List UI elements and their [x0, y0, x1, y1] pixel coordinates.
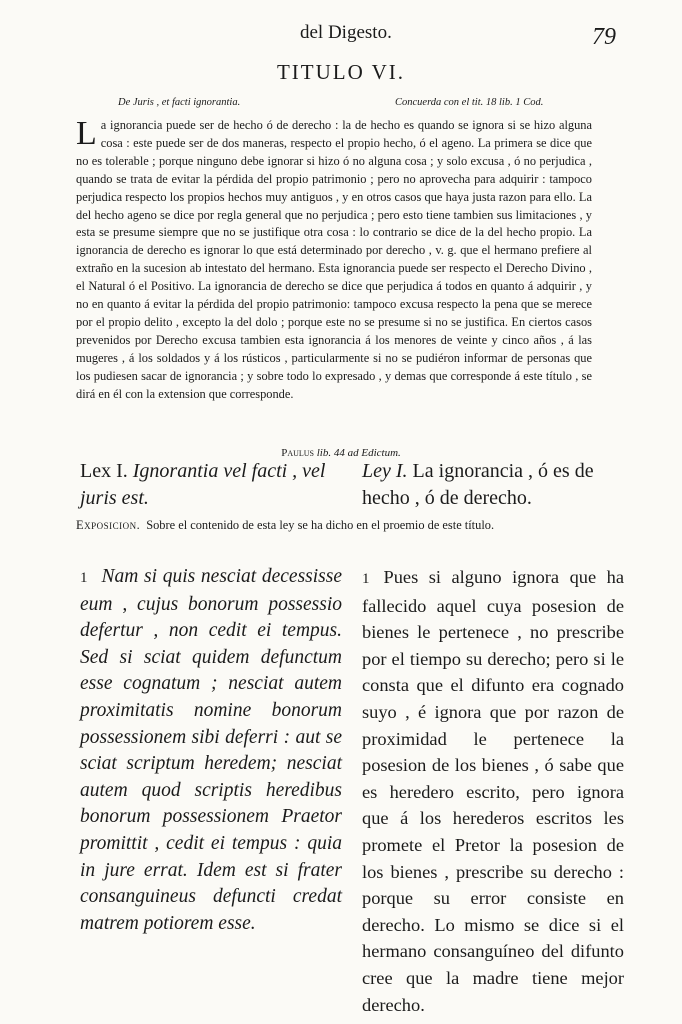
exposition-text: Sobre el contenido de esta ley se ha dicho en el proemio de este título. [146, 518, 495, 532]
latin-law-heading [80, 458, 348, 512]
spanish-paragraph-number: 1 [362, 571, 370, 587]
running-title: del Digesto. [300, 22, 392, 43]
intro-text: a ignorancia puede ser de hecho ó de derecho : la de hecho es quando se ignora si se hizo alguna cosa : este puede ser de dos maneras, respecto el propio hecho, ó el ageno. La primera se dice que no es tolerable ; porque ninguno debe ignorar si hizo ó no alguna cosa ; y solo excusa , ó no perjudica , quando se trata de evitar la pérdida del propio patrimonio ; pero no aprovecha para adquirir : tampoco perjudica respecto los propios hechos muy antiguos , y en otros casos que haya justa razon para ello. La del hecho ageno se dice por regla general que no perjudica ; pero esto tiene tambien sus limitaciones , y esta se presume siempre que no se justifique otra cosa : lo contrario se dice de la del hecho propio. La ignorancia de derecho es ignorar lo que está determinado por derecho , v. g. que el hermano prefiere al extraño en la sucesion ab intestato del hermano. Esta ignorancia puede ser respecto el Derecho Divino , el Natural ó el Positivo. La ignorancia de derecho se dice que perjudica á todos en quanto á adquirir , y no en quanto á evitar la pérdida del propio patrimonio: tampoco excusa respecto la pena que se merece por el propio delito , excepto la del dolo ; porque este no se presume si no se justifica. En ciertos casos prevenidos por Derecho excusa tambien esta ignorancia á los menores de veinte y cinco años , á las mugeres , á los soldados y á los rústicos , particularmente si no se pudiéron informar de personas que los pudiesen sacar de ignorancia ; y sobre todo lo expresado , y demas que corresponde á este título , se dirá en él con la extension que corresponde. [76, 118, 592, 401]
section-title: TITULO VI. [276, 60, 406, 84]
latin-paragraph-text: Nam si quis nesciat decessisse eum , cujus bonorum possessio defertur , non cedit ei tempus. Sed si sciat quidem defunctum esse cognatum ; nesciat autem proximitatis nomine bonorum possessionem sibi deferri : aut se sciat scriptum heredem; nesciat autem quod scriptis heredibus bonorum possessionem Praetor promittit , cedit ei tempus : quia in jure errat. Idem est si frater consanguineus defuncti credat matrem potiorem esse. [80, 566, 342, 934]
drop-cap: L [76, 115, 97, 152]
exposition-label: Exposicion. [76, 518, 141, 532]
concordance-note: Concuerda con el tit. 18 lib. 1 Cod. [395, 97, 544, 108]
exposition [76, 516, 594, 534]
source-author: Paulus [281, 447, 314, 459]
spanish-law-title: La ignorancia , ó es de hecho , ó de derecho. [362, 460, 594, 509]
spanish-paragraph [362, 564, 624, 1018]
latin-law-title: Ignorantia vel facti , vel juris est. [80, 460, 326, 509]
spanish-law-number: Ley I. [362, 460, 408, 482]
spanish-law-heading [362, 458, 622, 512]
latin-paragraph [80, 564, 342, 937]
running-head [0, 22, 682, 52]
source-reference: lib. 44 ad Edictum. [316, 447, 401, 459]
intro-paragraph [76, 117, 592, 404]
spanish-paragraph-text: Pues si alguno ignora que ha fallecido aquel cuya posesion de bienes le pertenece , no prescribe por el tiempo su derecho; pero si le consta que el difunto era cognado suyo , é ignora que por razon de proximidad le pertenece la posesion de los bienes , ó sabe que es heredero escrito, pero ignora que á los herederos escritos les promete el Pretor la posesion de los bienes , prescribe su derecho : porque su error consiste en derecho. Lo mismo se dice si el hermano consanguíneo del difunto cree que la madre tiene mejor derecho. [362, 567, 624, 1015]
latin-law-number: Lex I. [80, 460, 128, 482]
subject-heading: De Juris , et facti ignorantia. [118, 97, 241, 108]
latin-paragraph-number: 1 [80, 570, 88, 586]
page-number: 79 [592, 24, 616, 50]
introduction [76, 117, 592, 404]
